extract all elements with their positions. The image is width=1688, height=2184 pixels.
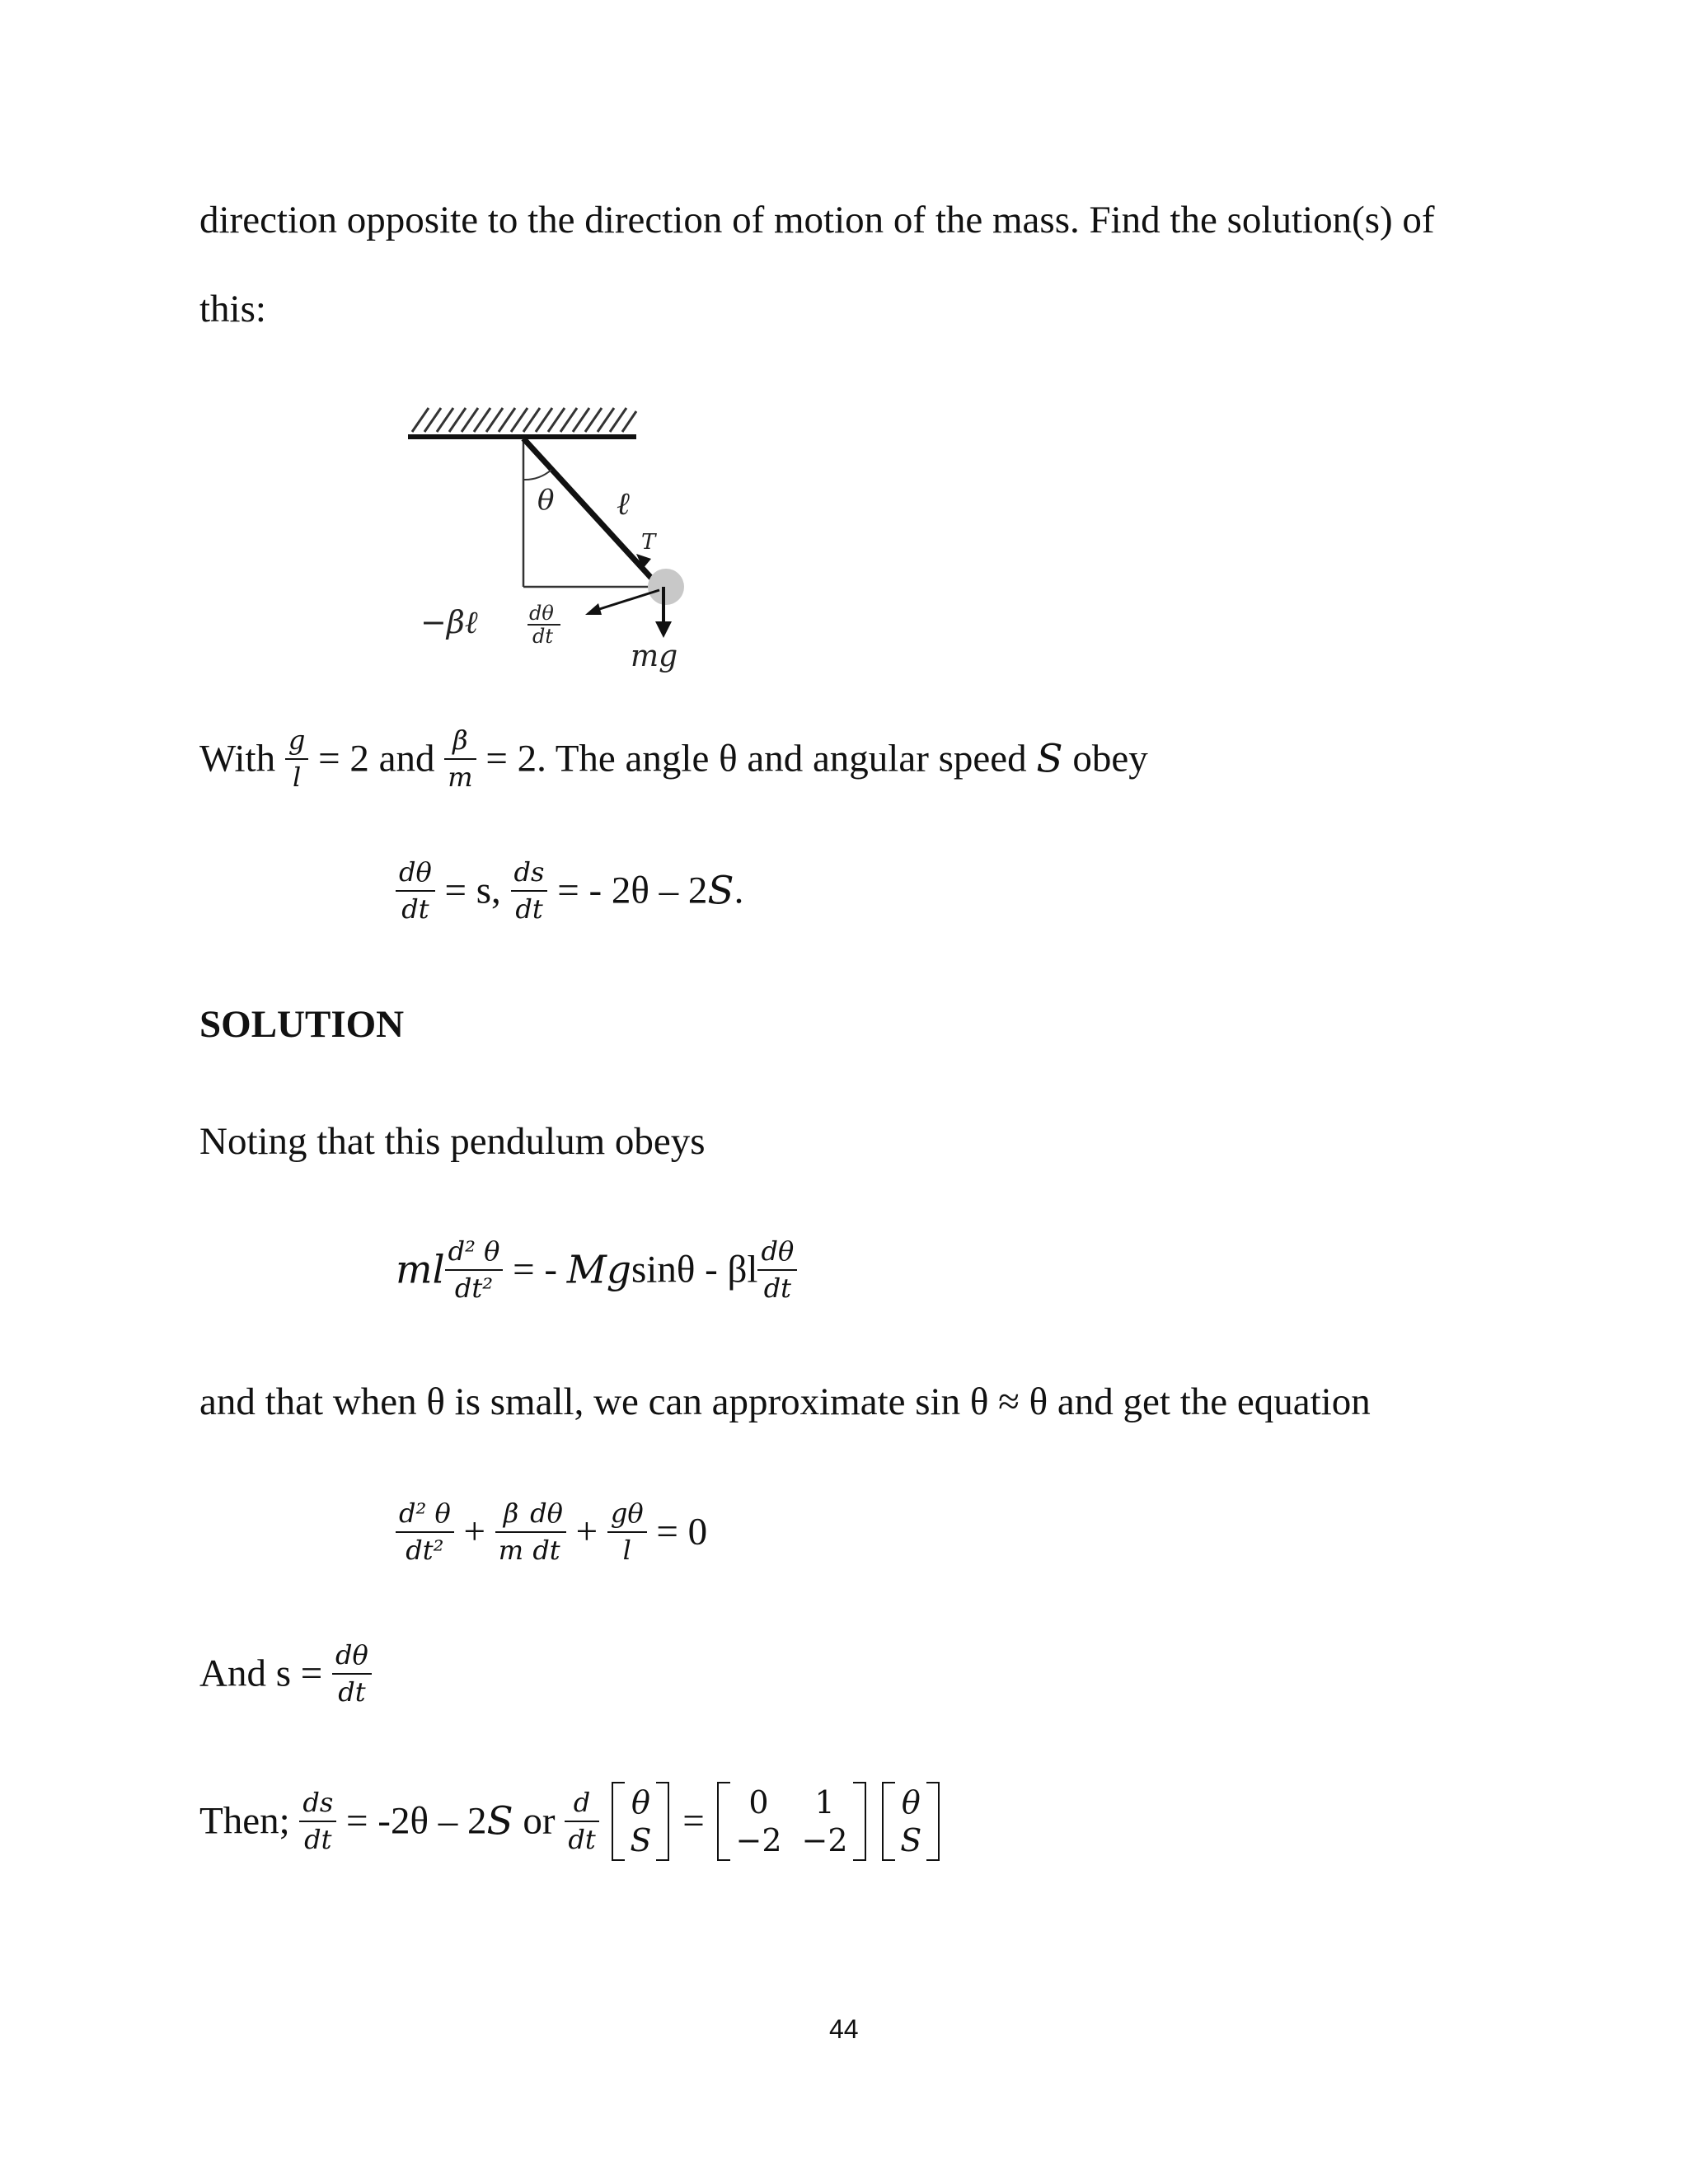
drag-label-num: dθ <box>529 602 554 625</box>
state-vector-left: θ S <box>612 1782 669 1861</box>
noting-line: Noting that this pendulum obeys <box>199 1120 706 1163</box>
with-end: obey <box>1072 737 1148 780</box>
intro-line-2: this: <box>199 288 266 330</box>
fraction-d-dt: $\frac{d}{dt}$ <box>565 1788 598 1855</box>
ceiling <box>408 408 636 437</box>
with-S: S <box>1036 736 1063 782</box>
coefficient-matrix: 0 1 −2 −2 <box>717 1782 865 1861</box>
fraction-d2theta-dt2: $\frac{\text{d² θ}}{\text{dt²}}$ <box>445 1236 504 1304</box>
approx-line: and that when θ is small, we can approximate sin θ ≈ θ and get the equation <box>199 1380 1371 1423</box>
eq1-S: S <box>707 868 734 914</box>
fraction-d2theta-dt2-b: $\frac{\text{d² θ}}{\text{dt²}}$ <box>396 1498 454 1566</box>
eq2-mid2: sinθ - βl <box>631 1248 758 1291</box>
with-line <box>199 725 1148 793</box>
weight-label: mg <box>631 640 678 673</box>
and-s-text: And s = <box>199 1652 323 1695</box>
drag-label-prefix: −βℓ <box>420 604 478 640</box>
fraction-g-over-l: $\frac{g}{l}$ <box>285 725 308 793</box>
then-equals: = <box>682 1799 705 1843</box>
theta-arc <box>523 470 551 480</box>
theta-label: θ <box>537 484 555 517</box>
eq2-mid1: = - <box>513 1248 558 1291</box>
fraction-beta-m: $\frac{\beta}{m}$ <box>495 1498 527 1566</box>
eq3-plus2: + <box>575 1510 598 1554</box>
then-or: or <box>523 1799 556 1843</box>
with-mid: = 2 and <box>318 737 435 780</box>
with-tail: = 2. The angle θ and angular speed <box>485 737 1027 780</box>
fraction-dtheta-dt-2: $\frac{d\theta}{dt}$ <box>757 1236 797 1304</box>
equation-system <box>396 857 743 925</box>
eq1-tail: = - 2θ – 2 <box>557 869 708 912</box>
eq3-tail: = 0 <box>656 1510 708 1554</box>
fraction-gtheta-l: $\frac{g\theta}{l}$ <box>607 1498 647 1566</box>
length-label: ℓ <box>617 485 630 522</box>
eq1-dot: . <box>734 869 744 912</box>
matrix-form-line <box>199 1782 943 1861</box>
fraction-dtheta-dt-4: $\frac{d\theta}{dt}$ <box>332 1640 372 1708</box>
tension-label: T <box>641 530 656 555</box>
solution-heading: SOLUTION <box>199 1003 405 1046</box>
fraction-beta-over-m: $\frac{\beta}{m}$ <box>444 725 476 793</box>
with-word: With <box>199 737 276 780</box>
drag-label-den: dt <box>532 625 554 648</box>
fraction-dtheta-dt: $\frac{d\theta}{dt}$ <box>396 857 435 925</box>
pendulum-figure <box>297 363 742 692</box>
then-word: Then; <box>199 1799 290 1843</box>
fraction-dtheta-dt-3: $\frac{d\theta}{dt}$ <box>527 1498 566 1566</box>
then-S: S <box>486 1798 513 1844</box>
pendulum-bob <box>648 569 684 605</box>
eq3-plus1: + <box>463 1510 486 1554</box>
page-number: 44 <box>829 2014 859 2044</box>
fraction-ds-dt-2: $\frac{ds}{dt}$ <box>299 1788 336 1855</box>
pendulum-equation <box>396 1236 797 1304</box>
s-definition <box>199 1640 372 1708</box>
linearized-equation <box>396 1498 707 1566</box>
drag-arrow <box>585 590 659 615</box>
eq2-ml: ml <box>396 1247 445 1293</box>
eq1-mid: = s, <box>444 869 501 912</box>
intro-line-1: direction opposite to the direction of motion of the mass. Find the solution(s) of <box>199 199 1435 241</box>
fraction-ds-dt: $\frac{ds}{dt}$ <box>511 857 548 925</box>
eq2-Mg: Mg <box>566 1247 631 1293</box>
state-vector-right: θ S <box>882 1782 940 1861</box>
then-mid: = -2θ – 2 <box>346 1799 487 1843</box>
